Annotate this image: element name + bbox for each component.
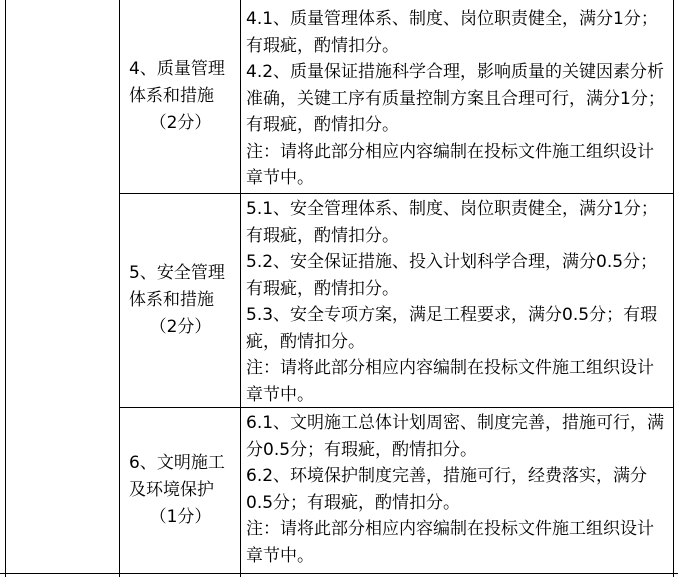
table-divider-2 bbox=[240, 0, 241, 577]
category-line: 及环境保护 bbox=[129, 480, 214, 500]
criteria-cell bbox=[246, 196, 670, 408]
criteria-cell bbox=[246, 410, 670, 569]
criterion-text: 6.2、环境保护制度完善，措施可行，经费落实，满分0.5分；有瑕疵，酌情扣分。 bbox=[246, 466, 648, 513]
criterion-text: 6.1、文明施工总体计划周密、制度完善，措施可行，满分0.5分；有瑕疵，酌情扣分。 bbox=[246, 413, 665, 460]
criterion-text: 4.1、质量管理体系、制度、岗位职责健全，满分1分；有瑕疵，酌情扣分。 bbox=[246, 9, 658, 56]
criterion-note: 注：请将此部分相应内容编制在投标文件施工组织设计章节中。 bbox=[246, 358, 654, 405]
table-row bbox=[120, 194, 240, 407]
table-border-bottom bbox=[0, 573, 678, 574]
criterion-text: 5.3、安全专项方案，满足工程要求，满分0.5分；有瑕疵，酌情扣分。 bbox=[246, 305, 658, 352]
category-line: 体系和措施 bbox=[129, 86, 214, 106]
category-score: （2分） bbox=[149, 113, 212, 133]
category-line: 6、文明施工 bbox=[129, 453, 225, 473]
table-row bbox=[120, 408, 240, 573]
criterion-note: 注：请将此部分相应内容编制在投标文件施工组织设计章节中。 bbox=[246, 141, 654, 188]
criteria-cell bbox=[246, 6, 670, 192]
category-score: （1分） bbox=[149, 507, 212, 527]
criterion-note: 注：请将此部分相应内容编制在投标文件施工组织设计章节中。 bbox=[246, 519, 654, 566]
category-cell bbox=[120, 450, 240, 531]
category-score: （2分） bbox=[149, 317, 212, 337]
category-cell bbox=[120, 260, 240, 341]
category-line: 4、质量管理 bbox=[129, 59, 225, 79]
category-line: 体系和措施 bbox=[129, 290, 214, 310]
criterion-text: 5.2、安全保证措施、投入计划科学合理，满分0.5分；有瑕疵，酌情扣分。 bbox=[246, 252, 658, 299]
criterion-text: 4.2、质量保证措施科学合理，影响质量的关键因素分析准确，关键工序有质量控制方案且合理可行，满分1分；有瑕疵，酌情扣分。 bbox=[246, 62, 665, 135]
category-line: 5、安全管理 bbox=[129, 263, 225, 283]
category-cell bbox=[120, 56, 240, 137]
table-row bbox=[120, 0, 240, 193]
table-border-left bbox=[5, 0, 6, 577]
criterion-text: 5.1、安全管理体系、制度、岗位职责健全，满分1分；有瑕疵，酌情扣分。 bbox=[246, 199, 658, 246]
table-border-right bbox=[673, 0, 674, 577]
